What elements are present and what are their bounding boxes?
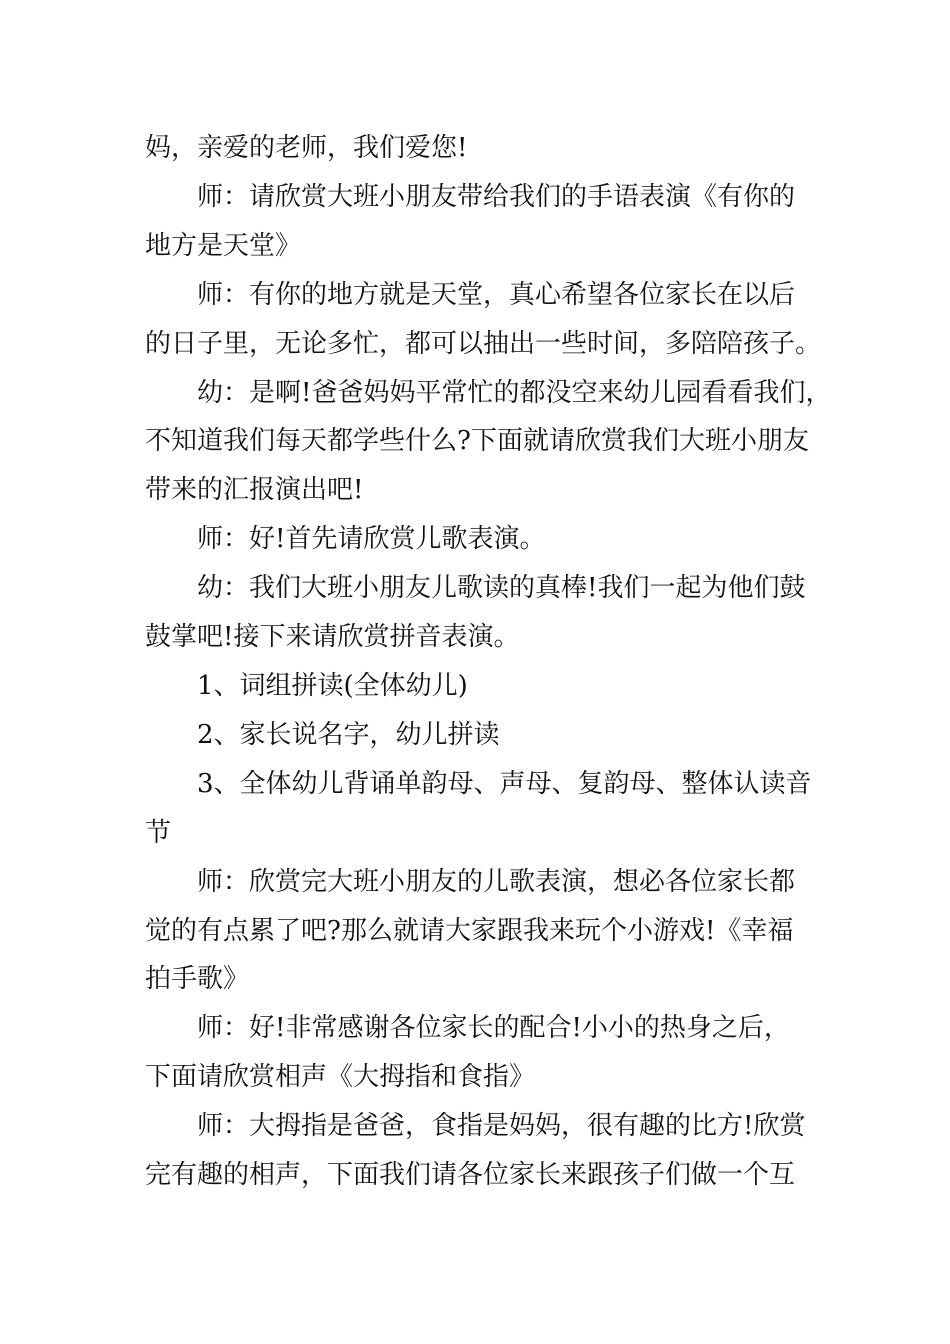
text-line: 不知道我们每天都学些什么?下面就请欣赏我们大班小朋友	[145, 426, 809, 457]
text-line: 幼：是啊!爸爸妈妈平常忙的都没空来幼儿园看看我们，	[197, 377, 832, 408]
text-line: 拍手歌》	[145, 964, 250, 995]
text-line: 妈，亲爱的老师，我们爱您!	[145, 133, 468, 163]
text-line: 带来的汇报演出吧!	[145, 475, 364, 506]
text-line: 节	[145, 817, 172, 848]
text-line: 1、词组拼读(全体幼儿)	[197, 670, 468, 701]
text-line: 幼：我们大班小朋友儿歌读的真棒!我们一起为他们鼓	[197, 573, 806, 604]
text-line: 师：好!首先请欣赏儿歌表演。	[197, 524, 546, 555]
text-line: 2、家长说名字，幼儿拼读	[197, 719, 500, 750]
text-line: 师：有你的地方就是天堂，真心希望各位家长在以后	[197, 279, 796, 310]
text-line: 3、全体幼儿背诵单韵母、声母、复韵母、整体认读音	[197, 768, 812, 799]
text-line: 师：好!非常感谢各位家长的配合!小小的热身之后，	[197, 1013, 790, 1044]
text-line: 下面请欣赏相声《大拇指和食指》	[145, 1062, 536, 1093]
text-line: 师：大拇指是爸爸，食指是妈妈，很有趣的比方!欣赏	[197, 1111, 806, 1142]
text-line: 师：欣赏完大班小朋友的儿歌表演，想必各位家长都	[197, 866, 796, 897]
text-line: 觉的有点累了吧?那么就请大家跟我来玩个小游戏!《幸福	[145, 915, 794, 946]
text-line: 地方是天堂》	[145, 230, 302, 261]
text-line: 师：请欣赏大班小朋友带给我们的手语表演《有你的	[197, 181, 796, 212]
text-line: 鼓掌吧!接下来请欣赏拼音表演。	[145, 622, 520, 653]
document-body	[145, 124, 832, 1200]
text-line: 的日子里，无论多忙，都可以抽出一些时间，多陪陪孩子。	[145, 328, 822, 359]
text-line: 完有趣的相声，下面我们请各位家长来跟孩子们做一个互	[145, 1160, 796, 1191]
